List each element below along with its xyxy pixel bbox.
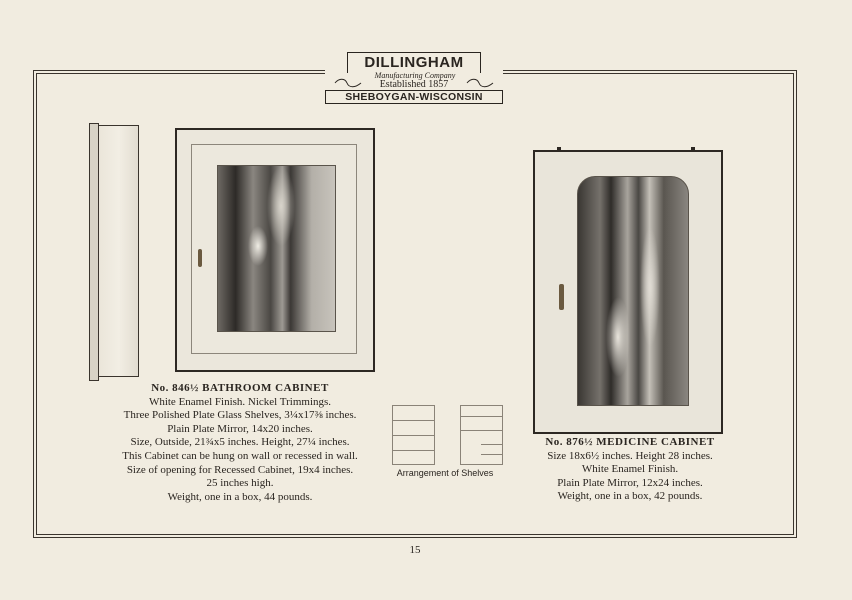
medicine-cabinet-hook xyxy=(691,147,695,152)
shelves-caption: Arrangement of Shelves xyxy=(396,468,494,478)
logo-location: SHEBOYGAN-WISCONSIN xyxy=(325,90,503,104)
shelf-line xyxy=(461,416,502,417)
medicine-cabinet-line: White Enamel Finish. xyxy=(581,463,679,476)
medicine-cabinet-caption xyxy=(510,436,750,504)
medicine-cabinet-image xyxy=(533,150,723,434)
side-view-edge xyxy=(89,123,99,381)
logo-subtitle: Manufacturing Company xyxy=(374,71,456,80)
bathroom-cabinet-mirror xyxy=(217,165,336,332)
logo-company-name: DILLINGHAM xyxy=(347,52,481,73)
bathroom-cabinet-line: Weight, one in a box, 44 pounds. xyxy=(167,490,313,503)
shelf-half-line xyxy=(481,454,502,455)
bathroom-cabinet-image xyxy=(175,128,375,372)
bathroom-cabinet-title: No. 846½ BATHROOM CABINET xyxy=(151,382,329,394)
logo-established: Established 1857 xyxy=(379,79,449,90)
medicine-cabinet-line: Plain Plate Mirror, 12x24 inches. xyxy=(557,476,703,489)
medicine-cabinet-hook xyxy=(557,147,561,152)
bathroom-cabinet-line: 25 inches high. xyxy=(206,477,274,490)
shelf-diagram-left xyxy=(392,405,435,465)
medicine-cabinet-line: Size 18x6½ inches. Height 28 inches. xyxy=(547,449,713,462)
shelf-half-line xyxy=(481,444,502,445)
right-scroll-ornament xyxy=(465,78,495,88)
medicine-cabinet-handle xyxy=(559,284,564,310)
bathroom-cabinet-line: Size, Outside, 21¾x5 inches. Height, 27¼ inches. xyxy=(130,436,350,449)
shelf-line xyxy=(393,435,434,436)
page-number: 15 xyxy=(409,544,421,556)
shelf-line xyxy=(393,450,434,451)
shelf-line xyxy=(461,430,502,431)
bathroom-cabinet-door xyxy=(191,144,357,354)
medicine-cabinet-mirror xyxy=(577,176,689,406)
bathroom-cabinet-line: Plain Plate Mirror, 14x20 inches. xyxy=(167,422,313,435)
shelf-diagram-right xyxy=(460,405,503,465)
company-logo xyxy=(325,52,503,102)
bathroom-cabinet-line: This Cabinet can be hung on wall or recessed in wall. xyxy=(122,449,358,462)
medicine-cabinet-title: No. 876½ MEDICINE CABINET xyxy=(545,436,715,448)
bathroom-cabinet-handle xyxy=(198,249,202,267)
bathroom-cabinet-caption xyxy=(90,382,390,504)
shelf-line xyxy=(393,420,434,421)
bathroom-cabinet-line: Three Polished Plate Glass Shelves, 3¼x17⅜ inches. xyxy=(123,409,357,422)
medicine-cabinet-line: Weight, one in a box, 42 pounds. xyxy=(557,490,703,503)
bathroom-cabinet-line: White Enamel Finish. Nickel Trimmings. xyxy=(148,395,332,408)
bathroom-cabinet-line: Size of opening for Recessed Cabinet, 19x4 inches. xyxy=(126,463,354,476)
bathroom-cabinet-side-view xyxy=(89,125,139,377)
